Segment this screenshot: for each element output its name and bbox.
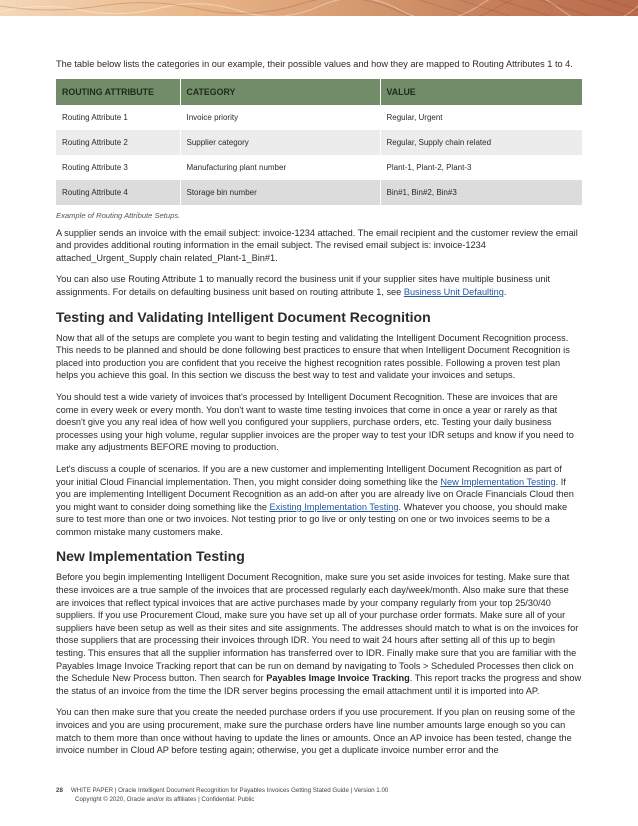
cell-attribute: Routing Attribute 2 [56,130,180,155]
new-implementation-testing-link[interactable]: New Implementation Testing [440,476,556,487]
scenario-paragraph [56,463,582,539]
cell-value: Bin#1, Bin#2, Bin#3 [380,180,582,205]
table-row [56,105,582,130]
new-implementation-paragraph [56,571,582,697]
cell-attribute: Routing Attribute 3 [56,155,180,180]
cell-category: Manufacturing plant number [180,155,380,180]
cell-value: Plant-1, Plant-2, Plant-3 [380,155,582,180]
page-number: 28 [56,787,63,794]
table-caption: Example of Routing Attribute Setups. [56,210,181,220]
routing-text: You can also use Routing Attribute 1 to manually record the business unit if your supplier sites have multiple business unit assignments. For details on defaulting business unit based on routing attribute 1, see [56,274,551,297]
business-unit-defaulting-link[interactable]: Business Unit Defaulting [403,286,504,297]
table-header-row [56,79,582,105]
cell-value: Regular, Supply chain related [380,130,582,155]
footer-copyright: Copyright © 2020, Oracle and/or its affiliates | Confidential: Public [75,796,255,803]
report-name: Payables Image Invoice Tracking [266,673,410,684]
scenario-text-2: . If you are implementing Intelligent Document Recognition as an add-on after you are already live on Oracle Financials Cloud then you might want to consider doing something like the [56,476,574,512]
cell-attribute: Routing Attribute 4 [56,180,180,205]
footer-line-1 [56,786,596,795]
intro-paragraph: The table below lists the categories in our example, their possible values and how they are mapped to Routing Attributes 1 to 4. [56,59,573,69]
header-category: CATEGORY [180,79,380,105]
page-content [56,58,582,766]
cell-category: Invoice priority [180,105,380,130]
table-row [56,130,582,155]
testing-paragraph-2: You should test a wide variety of invoices that's processed by Intelligent Document Recognition. These are invoices that are come in every week or every month. You don't want to waste time testing invoices that come in once a year or rarely as that doesn't give you any real idea of how well you configured your suppliers, purchase orders, etc. Testing your daily business processes using your high volume, regular supplier invoices are the proper way to test your IDR setups and know if you need to make any adjustments BEFORE moving to production. [56,391,574,453]
new-impl-text-2: . This report tracks the progress and show the status of an invoice from the time the IDR server begins processing the email attachment until it is imported into AP. [56,673,582,696]
purchase-order-paragraph: You can then make sure that you create the needed purchase orders if you use procurement. If you plan on reusing some of the invoices and you are using procurement, make sure the purchase orders have line number amounts large enough so you can match to them more than once without having to update the lines or amounts. Once an AP invoice has been tested, change the invoice number in Cloud AP before testing again; otherwise, you get a duplicate invoice number error and the [56,707,576,756]
banner-pattern [0,0,638,16]
header-routing-attribute: ROUTING ATTRIBUTE [56,79,180,105]
cell-value: Regular, Urgent [380,105,582,130]
routing-attributes-table [56,79,583,205]
cell-attribute: Routing Attribute 1 [56,105,180,130]
footer-title: WHITE PAPER | Oracle Intelligent Document Recognition for Payables Invoices Getting Stated Guide | Version 1.00 [70,787,389,794]
decorative-banner [0,0,638,16]
supplier-paragraph: A supplier sends an invoice with the email subject: invoice-1234 attached. The email recipient and the customer review the email and provides additional routing information in the email subject. The revised email subject is: invoice-1234 attached_Urgent_Supply chain related_Plant-1_Bin#1. [56,227,578,263]
cell-category: Storage bin number [180,180,380,205]
routing-paragraph [56,273,582,298]
scenario-text-3: . Whatever you choose, you should make sure to test more than one or two invoices. Not testing prior to go live or only testing on one or two invoices seems to be a common mistake many customers make. [56,501,568,537]
routing-text-end: . [503,286,507,297]
new-impl-text-1: Before you begin implementing Intelligent Document Recognition, make sure you set aside invoices for testing. Make sure that these invoices are a true sample of the invoices that are processed regularly each day/week/month. Also make sure that these are invoices that reflect typical invoices that are active purchases made by your company regularly from your top 25/30/40 suppliers. If you use Procurement Cloud, make sure you have set up all of your purchase order formats. Make sure all of your suppliers have been setup as well as their sites and site assignments. The addresses should match to what is on the invoices for those suppliers that are processing their invoices through IDR. You need to wait 24 hours after setting all of this up to begin testing. This ensures that all the supplier information has transferred over to IDR. Finally make sure that you are familiar with the Payables Image Invoice Tracking report that can be run on demand by navigating to Tools > Scheduled Processes then click on the Schedule New Process button. Then search for [56,572,579,684]
scenario-text-1: Let's discuss a couple of scenarios. If you are a new customer and implementing Intelligent Document Recognition as part of your initial Cloud Financial implementation. Then, you might consider doing something like the [56,463,562,487]
new-implementation-heading: New Implementation Testing [56,548,245,565]
testing-heading: Testing and Validating Intelligent Document Recognition [56,308,431,325]
page-footer [56,786,596,804]
table-row [56,180,582,205]
header-value: VALUE [380,79,582,105]
testing-paragraph-1: Now that all of the setups are complete you want to begin testing and validating the Intelligent Document Recognition process. This needs to be planned and should be done following best practices to ensure that when Intelligent Document Recognition is placed into production you are confident that you receive the highest recognition rates possible. Following a proven test plan helps you achieve this goal. In this section we discuss the best way to test and validate your invoices and setups. [56,332,570,381]
cell-category: Supplier category [180,130,380,155]
existing-implementation-testing-link[interactable]: Existing Implementation Testing [269,501,399,512]
table-row [56,155,582,180]
